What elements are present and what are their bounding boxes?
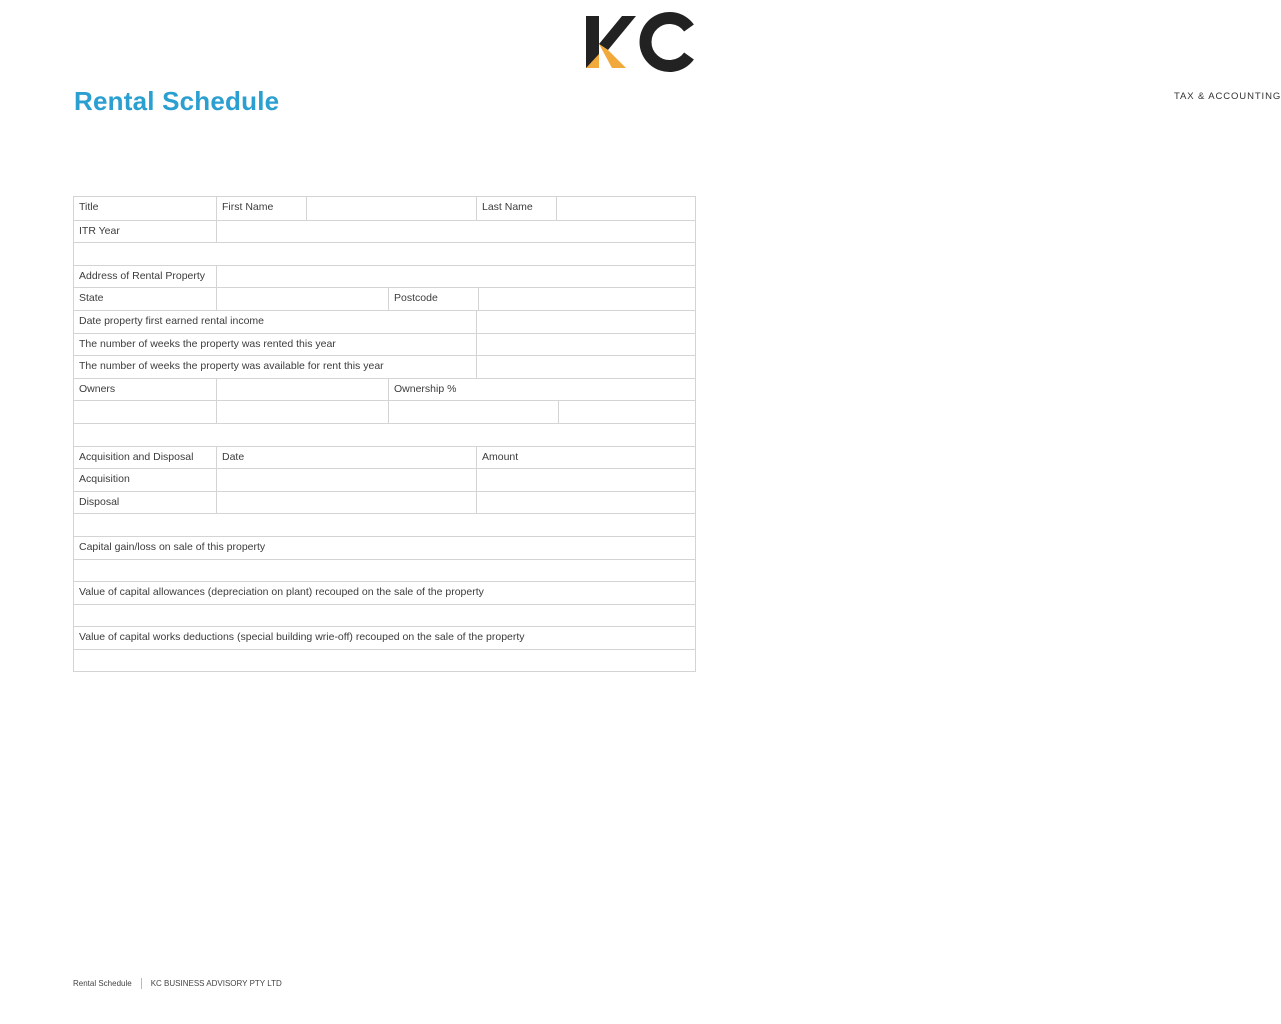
address-label: Address of Rental Property [79, 269, 206, 282]
state-label: State [79, 292, 104, 305]
first-name-field[interactable] [306, 197, 476, 220]
itr-year-field[interactable] [216, 221, 695, 243]
footer-divider [141, 978, 142, 989]
form-row-name [74, 197, 695, 220]
capital-gain-label: Capital gain/loss on sale of this property [79, 540, 266, 553]
state-field[interactable] [216, 288, 388, 310]
page-title: Rental Schedule [74, 86, 280, 116]
form-row-itr-year [74, 220, 695, 243]
form-row-acq-header [74, 446, 695, 469]
spacer-cell [74, 514, 695, 536]
form-row-capital-works-field [74, 649, 695, 672]
form-row-weeks-rented [74, 333, 695, 356]
disposal-date-field[interactable] [216, 492, 476, 514]
postcode-field[interactable] [478, 288, 695, 310]
amount-label: Amount [476, 447, 695, 469]
owners-header-blank [216, 379, 388, 401]
form-row-disposal [74, 491, 695, 514]
ownership-2-field[interactable] [558, 401, 695, 423]
owner-1-field[interactable] [74, 401, 216, 423]
form-row-owners-entry [74, 400, 695, 423]
itr-year-label: ITR Year [79, 224, 120, 237]
postcode-label: Postcode [388, 288, 478, 310]
address-field[interactable] [216, 266, 695, 288]
form-row-acquisition [74, 468, 695, 491]
weeks-available-field[interactable] [476, 356, 695, 378]
form-row-spacer [74, 513, 695, 536]
form-row-capital-gain-field [74, 559, 695, 582]
ownership-1-field[interactable] [388, 401, 558, 423]
date-first-income-label: Date property first earned rental income [79, 314, 265, 327]
acquisition-label: Acquisition [79, 473, 130, 486]
disposal-label: Disposal [79, 495, 120, 508]
form-row-capital-allowances-label [74, 581, 695, 604]
logo-tagline: TAX & ACCOUNTING [1174, 91, 1281, 102]
capital-gain-field[interactable] [74, 560, 695, 582]
capital-allowances-field[interactable] [74, 605, 695, 627]
date-first-income-field[interactable] [476, 311, 695, 333]
ownership-label: Ownership % [388, 379, 695, 401]
form-row-date-first-income [74, 310, 695, 333]
spacer-cell [74, 424, 695, 446]
form-row-spacer [74, 242, 695, 265]
page-footer [73, 978, 282, 989]
owners-label: Owners [79, 382, 116, 395]
acquisition-amount-field[interactable] [476, 469, 695, 491]
form-row-capital-allowances-field [74, 604, 695, 627]
form-row-capital-gain-label [74, 536, 695, 559]
form-row-weeks-available [74, 355, 695, 378]
title-label: Title [79, 201, 99, 213]
weeks-rented-label: The number of weeks the property was rented this year [79, 337, 336, 350]
last-name-label: Last Name [476, 197, 556, 220]
form-row-spacer [74, 423, 695, 446]
acq-disposal-label: Acquisition and Disposal [79, 450, 194, 463]
form-row-capital-works-label [74, 626, 695, 649]
last-name-field[interactable] [556, 197, 695, 220]
capital-works-field[interactable] [74, 650, 695, 672]
footer-company: KC BUSINESS ADVISORY PTY LTD [150, 979, 282, 988]
date-label: Date [216, 447, 476, 469]
acquisition-date-field[interactable] [216, 469, 476, 491]
capital-works-label: Value of capital works deductions (special building wrie-off) recouped on the sale of the property [79, 631, 525, 644]
weeks-rented-field[interactable] [476, 334, 695, 356]
first-name-label: First Name [216, 197, 306, 220]
rental-schedule-form [73, 196, 696, 672]
footer-doc-name: Rental Schedule [73, 979, 132, 988]
form-row-state [74, 287, 695, 310]
owner-2-field[interactable] [216, 401, 388, 423]
spacer-cell [74, 243, 695, 265]
disposal-amount-field[interactable] [476, 492, 695, 514]
form-row-address [74, 265, 695, 288]
weeks-available-label: The number of weeks the property was available for rent this year [79, 360, 384, 373]
form-row-owners-header [74, 378, 695, 401]
capital-allowances-label: Value of capital allowances (depreciation on plant) recouped on the sale of the property [79, 586, 484, 599]
kc-logo-mark [586, 14, 692, 76]
kc-logo [586, 14, 1281, 102]
